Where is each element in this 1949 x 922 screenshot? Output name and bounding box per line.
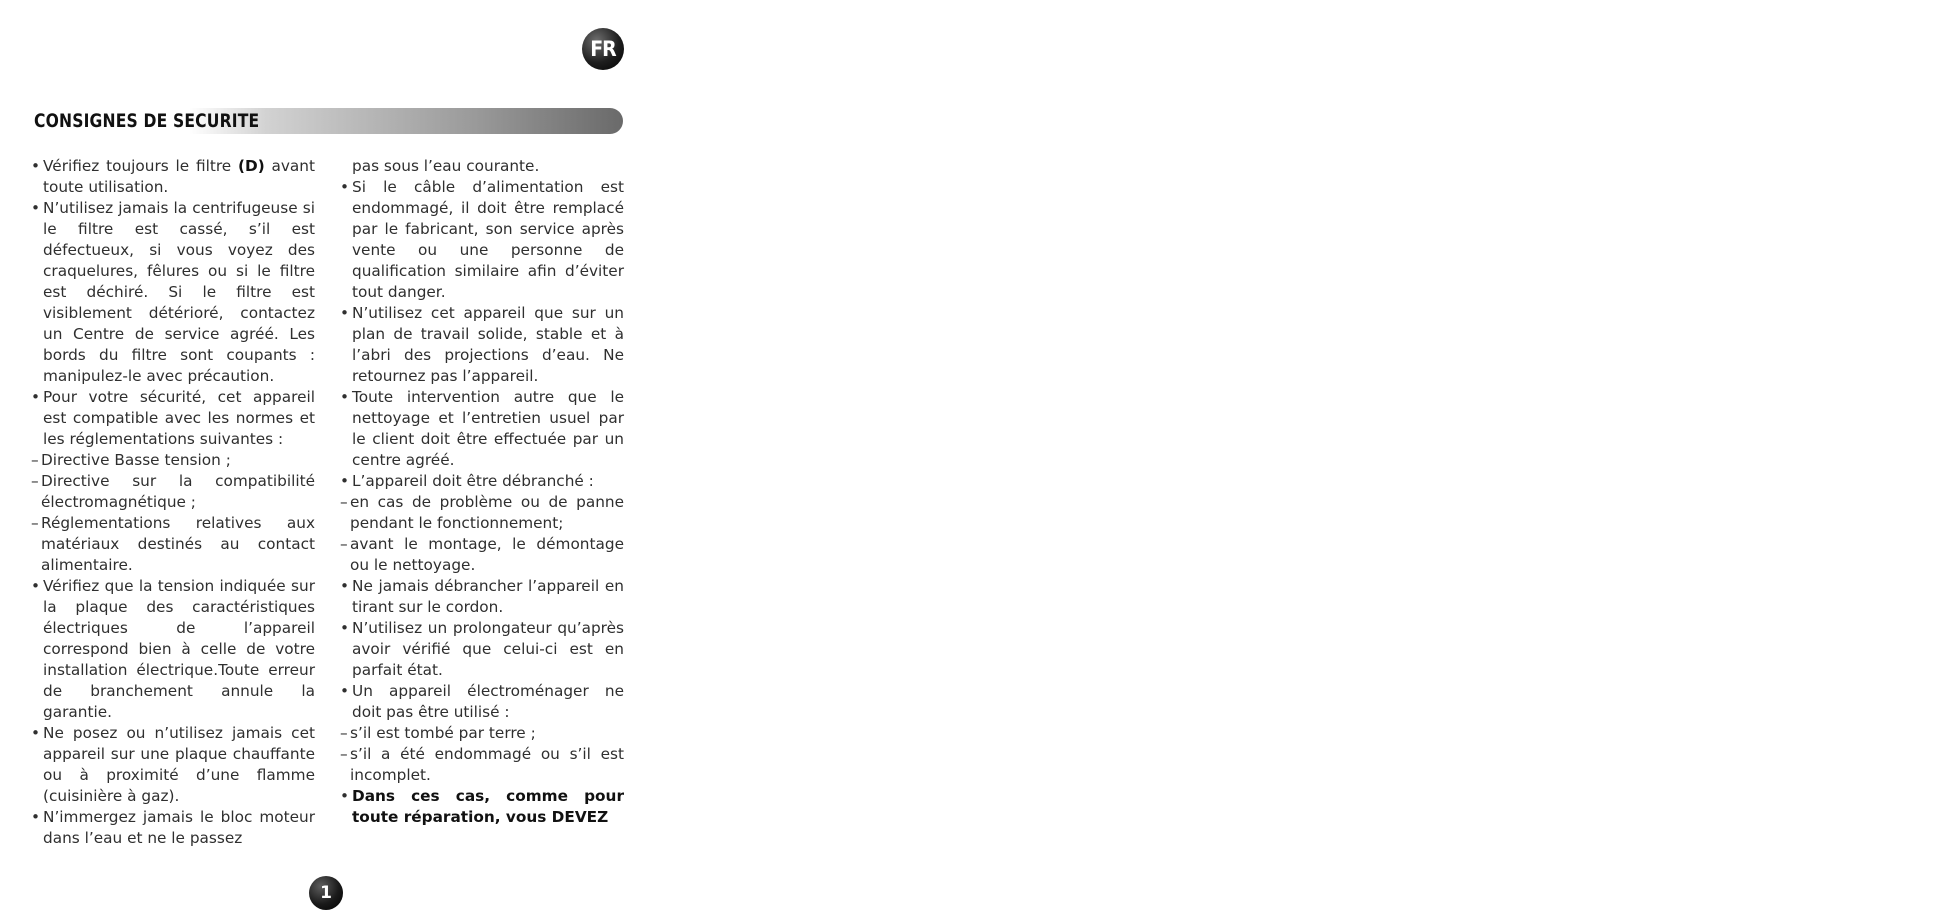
list-item	[31, 387, 315, 450]
item-text: Dans ces cas, comme pour toute réparation, vous DEVEZ	[352, 787, 624, 826]
list-item	[340, 618, 624, 681]
list-item	[340, 387, 624, 471]
sub-list-item	[31, 513, 315, 576]
item-text: N’utilisez jamais la centrifugeuse si le filtre est cassé, s’il est défectueux, si vous voyez des craquelures, fêlures ou si le filtre est déchiré. Si le filtre est visiblement détérioré, contactez un Centre de service agréé. Les bords du filtre sont coupants : manipulez-le avec précaution.	[43, 199, 315, 385]
section-title: CONSIGNES DE SECURITE	[34, 110, 260, 132]
dash: –	[340, 724, 348, 742]
bullet: •	[31, 808, 41, 826]
dash: –	[340, 493, 348, 511]
item-text: Vérifiez que la tension indiquée sur la plaque des caractéristiques électriques de l’appareil correspond bien à celle de votre installation électrique.Toute erreur de branchement annule la garantie.	[43, 577, 315, 721]
dash: –	[340, 535, 348, 553]
list-item	[31, 723, 315, 807]
list-item	[31, 156, 315, 198]
item-text: avant le montage, le démontage ou le nettoyage.	[350, 535, 624, 574]
list-item	[31, 198, 315, 387]
right-column	[340, 156, 624, 828]
item-text: Directive sur la compatibilité électromagnétique ;	[41, 472, 315, 511]
item-text: Un appareil électroménager ne doit pas être utilisé :	[352, 682, 624, 721]
text-part: Vérifiez toujours le filtre	[43, 157, 239, 175]
list-item	[340, 681, 624, 723]
bullet: •	[340, 682, 350, 700]
sub-list-item	[31, 471, 315, 513]
dash: –	[31, 472, 39, 490]
item-text: Réglementations relatives aux matériaux destinés au contact alimentaire.	[41, 514, 315, 574]
language-badge: FR	[582, 28, 624, 70]
sub-list-item	[340, 534, 624, 576]
list-item	[340, 303, 624, 387]
bullet: •	[340, 619, 350, 637]
sub-list-item	[340, 744, 624, 786]
sub-list-item	[340, 492, 624, 534]
item-text: Ne jamais débrancher l’appareil en tirant sur le cordon.	[352, 577, 624, 616]
bullet: •	[340, 577, 350, 595]
item-text: Pour votre sécurité, cet appareil est compatible avec les normes et les réglementations suivantes :	[43, 388, 315, 448]
list-item	[340, 177, 624, 303]
list-item	[340, 576, 624, 618]
bullet: •	[31, 724, 41, 742]
item-text: Directive Basse tension ;	[41, 451, 231, 469]
item-text: Si le câble d’alimentation est endommagé, il doit être remplacé par le fabricant, son service après vente ou une personne de qualification similaire afin d’éviter tout danger.	[352, 178, 624, 301]
sub-list-item	[31, 450, 315, 471]
bullet: •	[31, 577, 41, 595]
list-item	[340, 786, 624, 828]
text-part: avant toute utilisation.	[43, 157, 315, 196]
bullet: •	[340, 388, 350, 406]
bullet: •	[31, 199, 41, 217]
item-text: Toute intervention autre que le nettoyage et l’entretien usuel par le client doit être effectuée par un centre agréé.	[352, 388, 624, 469]
item-text: L’appareil doit être débranché :	[352, 472, 594, 490]
item-text: N’utilisez un prolongateur qu’après avoir vérifié que celui-ci est en parfait état.	[352, 619, 624, 679]
page-number: 1	[309, 876, 343, 910]
left-column	[31, 156, 315, 849]
list-item	[31, 807, 315, 849]
filter-reference: (D)	[238, 157, 265, 175]
continued-text: pas sous l’eau courante.	[352, 157, 540, 175]
bullet: •	[31, 388, 41, 406]
item-text	[43, 156, 315, 198]
item-text: N’immergez jamais le bloc moteur dans l’eau et ne le passez	[43, 808, 315, 847]
dash: –	[31, 451, 39, 469]
list-item	[340, 471, 624, 492]
item-text: s’il a été endommagé ou s’il est incomplet.	[350, 745, 624, 784]
section-header	[29, 108, 623, 134]
item-text: en cas de problème ou de panne pendant le fonctionnement;	[350, 493, 624, 532]
list-item	[31, 576, 315, 723]
sub-list-item	[340, 723, 624, 744]
bullet: •	[340, 178, 350, 196]
bullet: •	[340, 472, 350, 490]
item-text: Ne posez ou n’utilisez jamais cet appareil sur une plaque chauffante ou à proximité d’une flamme (cuisinière à gaz).	[43, 724, 315, 805]
dash: –	[340, 745, 348, 763]
bullet: •	[340, 304, 350, 322]
item-text: N’utilisez cet appareil que sur un plan de travail solide, stable et à l’abri des projections d’eau. Ne retournez pas l’appareil.	[352, 304, 624, 385]
bullet: •	[340, 787, 350, 805]
dash: –	[31, 514, 39, 532]
item-text: s’il est tombé par terre ;	[350, 724, 536, 742]
bullet: •	[31, 157, 41, 175]
